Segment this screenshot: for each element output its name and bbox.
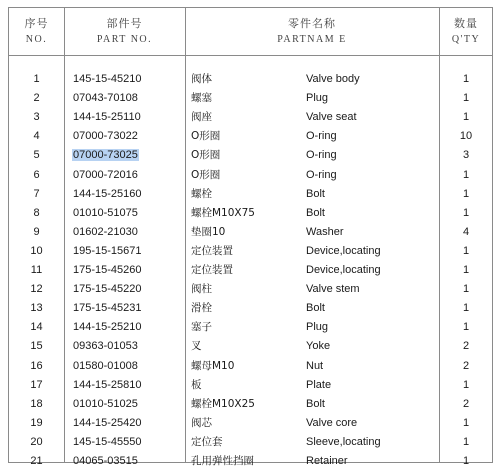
row-name-en: Plug: [306, 92, 329, 105]
row-name-en: Bolt: [306, 187, 325, 200]
table-row: [9, 318, 492, 337]
text-selection-highlight[interactable]: 07000-73025: [73, 149, 138, 162]
table-row: [9, 204, 492, 223]
row-qty: 2: [462, 397, 470, 410]
row-name-zh: O形圈: [191, 168, 221, 181]
row-name-zh: 滑栓: [191, 302, 212, 315]
row-no: 21: [30, 455, 43, 467]
row-name-zh: 螺栓M10X25: [191, 397, 255, 410]
row-name-en: Bolt: [306, 397, 325, 410]
table-row: [9, 223, 492, 242]
row-no: 2: [33, 92, 40, 105]
row-no: 3: [33, 111, 40, 124]
parts-table: [8, 7, 493, 467]
row-part-no: 195-15-15671: [73, 244, 142, 257]
row-name-zh: 阀体: [191, 73, 212, 85]
row-qty: 1: [462, 302, 470, 315]
row-no: 1: [33, 73, 40, 85]
row-name-zh: 螺母M10: [191, 359, 235, 372]
row-no: 12: [30, 283, 43, 296]
header-part-zh: 部件号: [106, 16, 143, 30]
row-qty: 1: [462, 206, 470, 219]
row-qty: 1: [462, 378, 470, 391]
row-qty: 1: [462, 321, 470, 334]
row-part-no: 01010-51075: [73, 206, 138, 219]
row-name-en: Valve body: [306, 73, 360, 85]
table-row: [9, 242, 492, 261]
row-part-no: 01010-51025: [73, 397, 138, 410]
table-header: [9, 8, 492, 56]
table-row: [9, 89, 492, 108]
row-part-no: 07000-73022: [73, 130, 138, 143]
table-row: [9, 166, 492, 185]
row-part-no: 144-15-25160: [73, 187, 142, 200]
row-name-zh: 板: [191, 378, 202, 391]
row-qty: 1: [462, 455, 470, 467]
row-name-en: Retainer: [306, 455, 348, 467]
row-no: 14: [30, 321, 43, 334]
row-no: 18: [30, 397, 43, 410]
row-name-zh: 垫圈10: [191, 225, 226, 238]
row-qty: 1: [462, 416, 470, 429]
row-part-no: 144-15-25810: [73, 378, 142, 391]
row-name-en: Bolt: [306, 302, 325, 315]
row-part-no: [73, 146, 139, 165]
row-name-en: Device,locating: [306, 244, 381, 257]
row-qty: 1: [462, 111, 470, 124]
row-no: 6: [33, 168, 40, 181]
header-qty-zh: 数量: [454, 16, 478, 30]
row-name-en: Valve seat: [306, 111, 357, 124]
row-qty: 1: [462, 244, 470, 257]
row-qty: 1: [462, 73, 470, 85]
row-name-zh: 孔用弹性挡圈: [191, 455, 254, 467]
header-no-en: NO.: [25, 33, 48, 45]
header-part-name: [185, 8, 439, 55]
header-name-en: PARTNAM E: [277, 33, 347, 45]
table-row: [9, 127, 492, 146]
row-no: 10: [30, 244, 43, 257]
header-qty: [439, 8, 493, 55]
table-row: [9, 395, 492, 414]
row-name-en: Washer: [306, 225, 344, 238]
row-name-en: Valve stem: [306, 283, 360, 296]
table-row: [9, 108, 492, 127]
table-row: [9, 452, 492, 471]
row-no: 9: [33, 225, 40, 238]
row-name-en: Valve core: [306, 416, 358, 429]
row-part-no: 145-15-45550: [73, 435, 142, 448]
row-qty: 1: [462, 264, 470, 276]
header-part-no: [64, 8, 185, 55]
header-qty-en: Q'TY: [451, 33, 481, 45]
row-qty: 3: [462, 149, 470, 162]
row-name-zh: 定位装置: [191, 244, 233, 257]
row-no: 13: [30, 302, 43, 315]
row-part-no: 07000-72016: [73, 168, 138, 181]
row-name-zh: 定位装置: [191, 264, 233, 276]
row-qty: 1: [462, 187, 470, 200]
row-part-no: 09363-01053: [73, 340, 138, 353]
table-row: [9, 185, 492, 204]
row-name-en: Yoke: [306, 340, 331, 353]
row-no: 15: [30, 340, 43, 353]
row-name-zh: 定位套: [191, 435, 223, 448]
row-part-no: 04065-03515: [73, 455, 138, 467]
row-part-no: 175-15-45220: [73, 283, 142, 296]
table-row: [9, 261, 492, 280]
table-row: [9, 280, 492, 299]
row-part-no: 144-15-25210: [73, 321, 142, 334]
row-no: 17: [30, 378, 43, 391]
row-no: 8: [33, 206, 40, 219]
row-name-zh: 螺栓M10X75: [191, 206, 255, 219]
row-name-zh: 螺栓: [191, 187, 212, 200]
row-part-no: 175-15-45231: [73, 302, 142, 315]
row-part-no: 144-15-25420: [73, 416, 142, 429]
row-part-no: 144-15-25110: [73, 111, 141, 124]
table-row: [9, 414, 492, 433]
table-row: [9, 146, 492, 165]
row-name-en: Device,locating: [306, 264, 381, 276]
row-name-en: Nut: [306, 359, 324, 372]
row-part-no: 145-15-45210: [73, 73, 142, 85]
row-name-zh: 阀芯: [191, 416, 212, 429]
row-qty: 2: [462, 340, 470, 353]
row-name-zh: 塞子: [191, 321, 212, 334]
table-row: [9, 433, 492, 452]
row-part-no: 07043-70108: [73, 92, 138, 105]
row-no: 7: [33, 187, 40, 200]
row-qty: 2: [462, 359, 470, 372]
row-name-en: Plug: [306, 321, 329, 334]
row-name-zh: 叉: [191, 340, 202, 353]
row-part-no: 175-15-45260: [73, 264, 142, 276]
row-qty: 1: [462, 435, 470, 448]
table-row: [9, 70, 492, 89]
row-qty: 10: [459, 130, 473, 143]
row-no: 16: [30, 359, 43, 372]
row-name-en: O-ring: [306, 168, 337, 181]
row-qty: 1: [462, 283, 470, 296]
row-name-zh: 螺塞: [191, 92, 212, 105]
row-qty: 4: [462, 225, 470, 238]
row-name-en: O-ring: [306, 149, 337, 162]
table-row: [9, 357, 492, 376]
header-part-en: PART NO.: [96, 33, 153, 45]
row-name-zh: 阀座: [191, 111, 212, 124]
row-no: 11: [30, 264, 43, 276]
row-qty: 1: [462, 168, 470, 181]
header-name-zh: 零件名称: [288, 16, 336, 30]
header-no-zh: 序号: [24, 16, 49, 30]
row-part-no: 01580-01008: [73, 359, 138, 372]
row-name-zh: O形圈: [191, 149, 221, 162]
table-row: [9, 376, 492, 395]
row-name-en: Sleeve,locating: [306, 435, 381, 448]
row-name-en: Bolt: [306, 206, 325, 219]
header-no: [9, 8, 64, 55]
row-qty: 1: [462, 92, 470, 105]
row-part-no: 01602-21030: [73, 225, 138, 238]
row-no: 5: [33, 149, 40, 162]
row-no: 19: [30, 416, 43, 429]
table-row: [9, 337, 492, 356]
row-name-zh: O形圈: [191, 130, 221, 143]
row-no: 4: [33, 130, 40, 143]
row-no: 20: [30, 435, 43, 448]
row-name-zh: 阀柱: [191, 283, 212, 296]
row-name-en: Plate: [306, 378, 332, 391]
row-name-en: O-ring: [306, 130, 337, 143]
table-row: [9, 299, 492, 318]
